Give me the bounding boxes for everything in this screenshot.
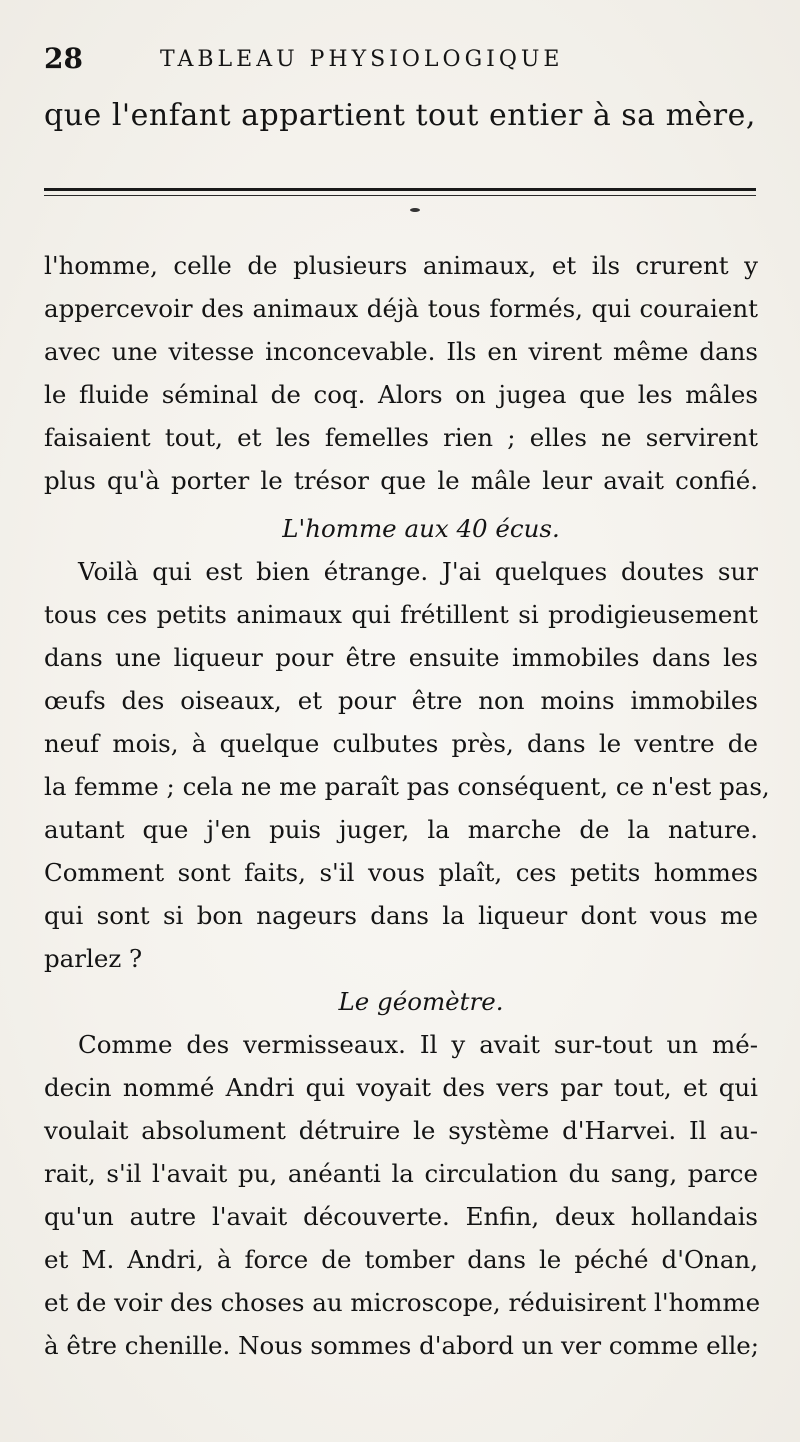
text-line: Comment sont faits, s'il vous plaît, ces petits hommes bbox=[44, 858, 758, 887]
text-line: et de voir des choses au microscope, réduisirent l'homme bbox=[44, 1288, 761, 1317]
text-line: qui sont si bon nageurs dans la liqueur dont vous me bbox=[44, 901, 758, 930]
text-line: œufs des oiseaux, et pour être non moins immobiles bbox=[44, 686, 758, 715]
paragraph-2 bbox=[44, 550, 770, 980]
text-line: appercevoir des animaux déjà tous formés, qui couraient bbox=[44, 294, 758, 323]
ornament-mark bbox=[410, 208, 420, 212]
header-rule-thin bbox=[44, 195, 756, 196]
text-line: decin nommé Andri qui voyait des vers par tout, et qui bbox=[44, 1073, 758, 1102]
text-line: neuf mois, à quelque culbutes près, dans le ventre de bbox=[44, 729, 758, 758]
speaker-heading-homme: L'homme aux 40 écus. bbox=[282, 514, 560, 543]
page-body bbox=[44, 244, 770, 1367]
text-line: plus qu'à porter le trésor que le mâle leur avait confié. bbox=[44, 466, 758, 495]
page-header bbox=[44, 30, 764, 90]
running-title: TABLEAU PHYSIOLOGIQUE bbox=[160, 47, 564, 72]
text-line: la femme ; cela ne me paraît pas conséquent, ce n'est pas, bbox=[44, 772, 770, 801]
text-line: dans une liqueur pour être ensuite immobiles dans les bbox=[44, 643, 758, 672]
text-line: et M. Andri, à force de tomber dans le péché d'Onan, bbox=[44, 1245, 758, 1274]
text-line: le fluide séminal de coq. Alors on jugea que les mâles bbox=[44, 380, 758, 409]
text-line: faisaient tout, et les femelles rien ; elles ne servirent bbox=[44, 423, 758, 452]
speaker-heading-geometre: Le géomètre. bbox=[338, 987, 504, 1016]
text-line: avec une vitesse inconcevable. Ils en virent même dans bbox=[44, 337, 758, 366]
overlaid-text-fragment: que l'enfant appartient tout entier à sa mère, bbox=[44, 98, 756, 133]
text-line: qu'un autre l'avait découverte. Enfin, deux hollandais bbox=[44, 1202, 758, 1231]
paragraph-3 bbox=[44, 1023, 761, 1367]
text-line: Voilà qui est bien étrange. J'ai quelques doutes sur bbox=[78, 557, 758, 586]
text-line: Comme des vermisseaux. Il y avait sur-tout un mé- bbox=[78, 1030, 758, 1059]
text-line: l'homme, celle de plusieurs animaux, et ils crurent y bbox=[44, 251, 758, 280]
text-line: tous ces petits animaux qui frétillent si prodigieusement bbox=[44, 600, 758, 629]
text-line: à être chenille. Nous sommes d'abord un ver comme elle; bbox=[44, 1331, 760, 1360]
text-line: autant que j'en puis juger, la marche de la nature. bbox=[44, 815, 758, 844]
text-line: parlez ? bbox=[44, 944, 143, 973]
header-rule bbox=[44, 188, 756, 191]
paragraph-1 bbox=[44, 244, 758, 502]
text-line: rait, s'il l'avait pu, anéanti la circulation du sang, parce bbox=[44, 1159, 758, 1188]
text-line: voulait absolument détruire le système d'Harvei. Il au- bbox=[44, 1116, 758, 1145]
page-number: 28 bbox=[44, 42, 83, 75]
